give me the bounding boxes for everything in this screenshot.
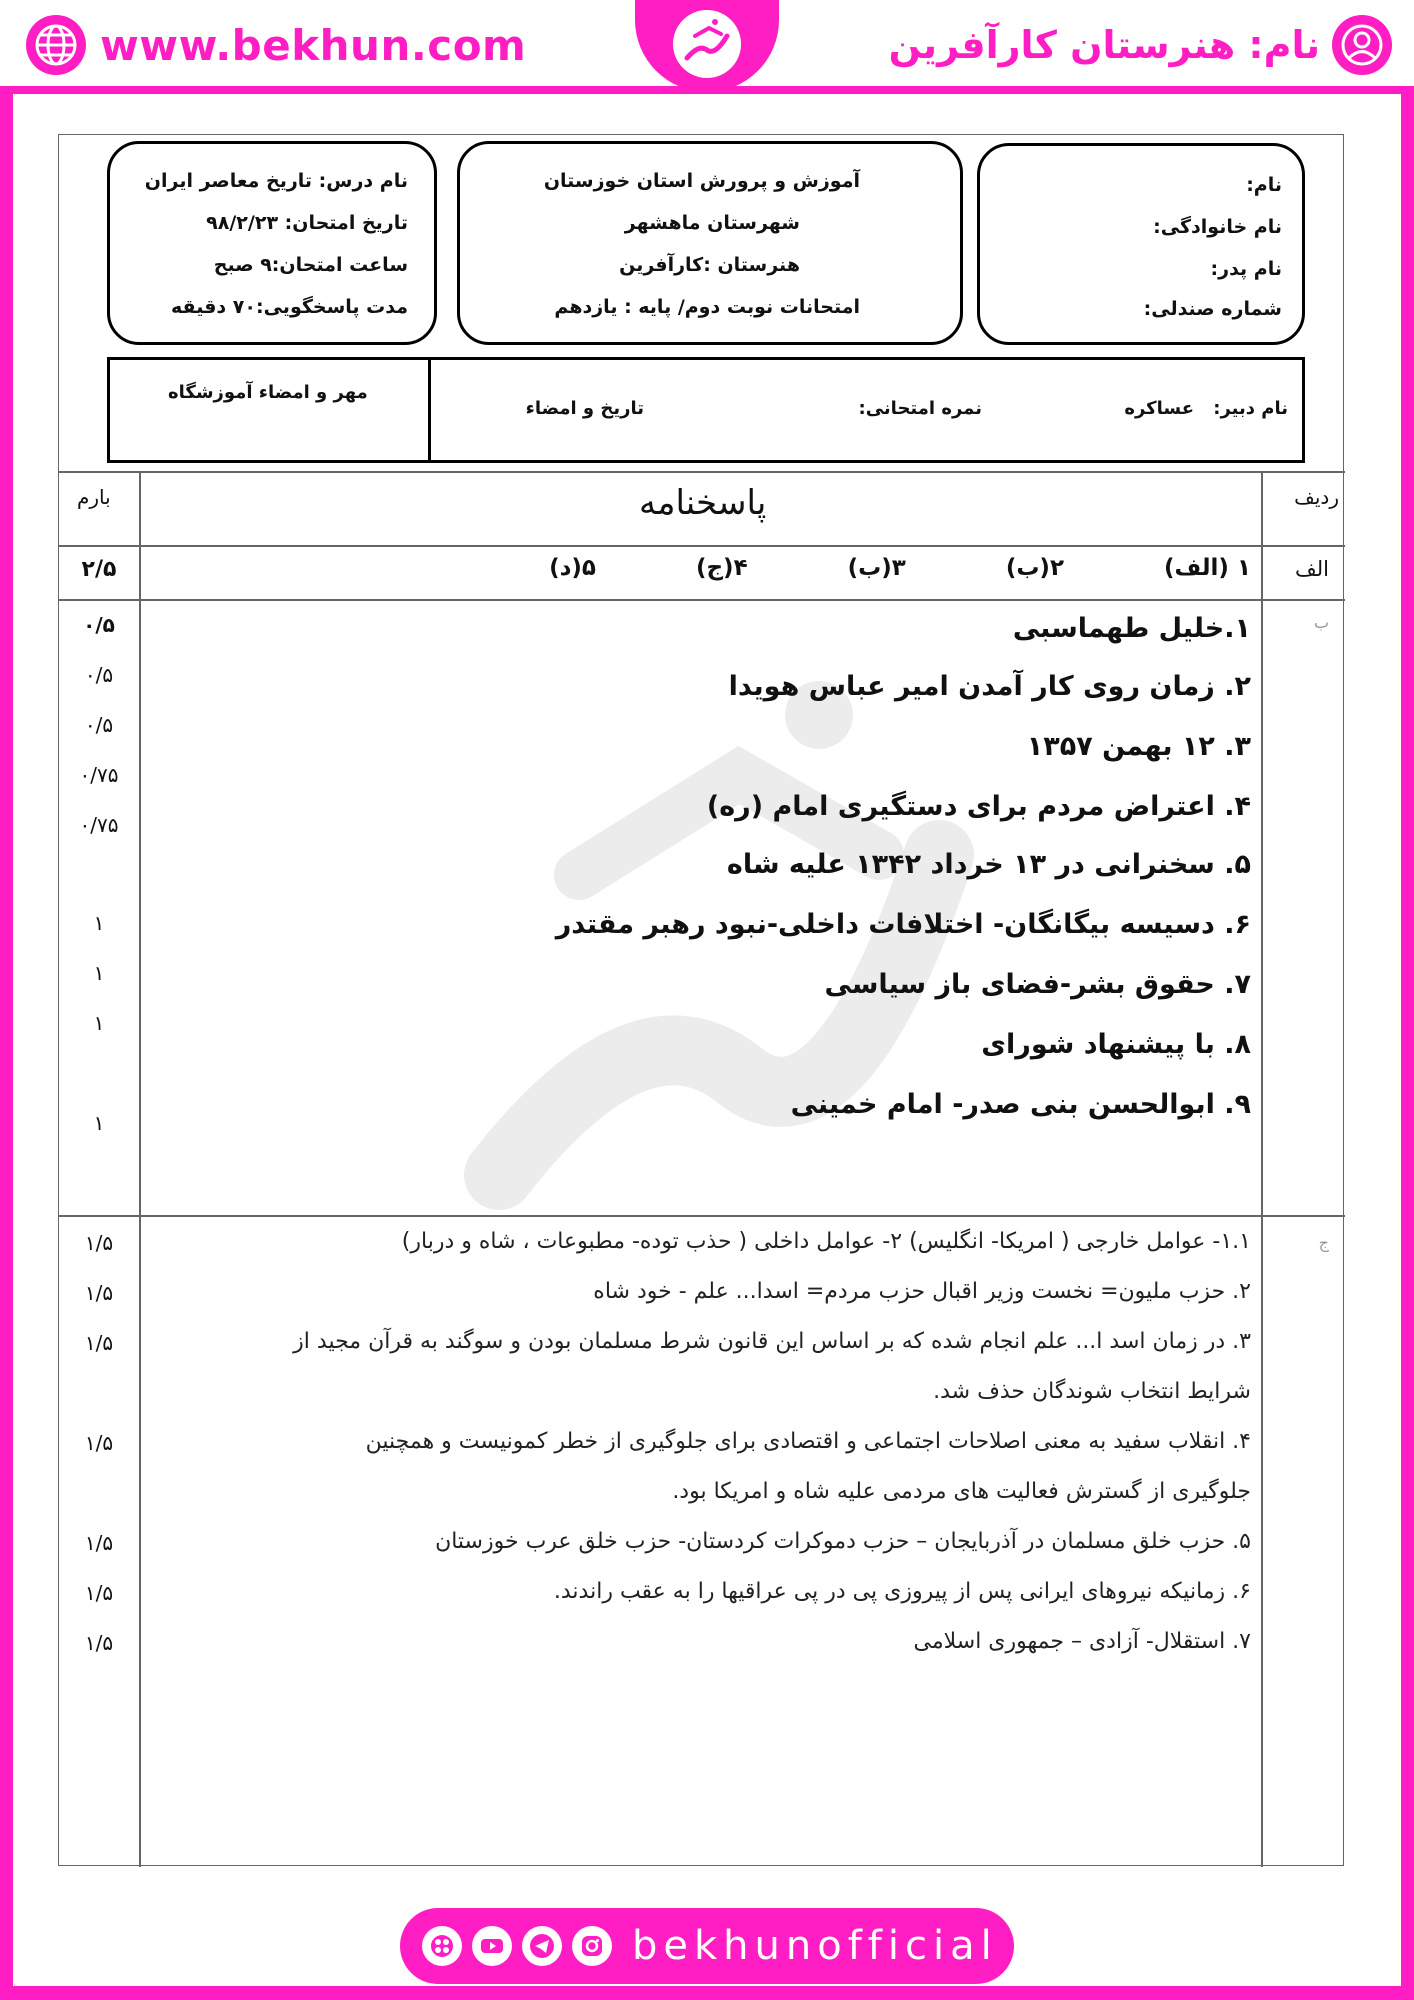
- instagram-icon[interactable]: [572, 1926, 612, 1966]
- section-a-score: ۲/۵: [81, 557, 117, 582]
- social-handle[interactable]: bekhunofficial: [632, 1923, 998, 1969]
- exam-term-line: امتحانات نوبت دوم/ پایه : یازدهم: [554, 296, 860, 318]
- user-icon: [1332, 15, 1392, 75]
- score-b3: ۰/۵: [84, 713, 114, 737]
- section-a-answers: [549, 555, 1251, 581]
- student-name-label: نام:: [1246, 174, 1282, 196]
- answer-b7: ۷. حقوق بشر-فضای باز سیاسی: [824, 969, 1251, 1000]
- score-b9: ۱: [93, 1111, 105, 1135]
- family-name-label: نام خانوادگی:: [1153, 216, 1282, 238]
- answer-sheet-title: پاسخنامه: [639, 483, 767, 523]
- course-info-box: [107, 141, 437, 345]
- score-c5: ۱/۵: [84, 1531, 114, 1555]
- answer-c4-line1: ۴. انقلاب سفید به معنی اصلاحات اجتماعی و اقتصادی برای جلوگیری از خطر کمونیست و همچنین: [365, 1429, 1251, 1454]
- school-info-box: [457, 141, 963, 345]
- name-label: نام: هنرستان کارآفرین: [888, 23, 1320, 67]
- province-line: آموزش و پرورش استان خوزستان: [543, 170, 860, 192]
- answer-c3-line1: ۳. در زمان اسد ا... علم انجام شده که بر اساس این قانون شرط مسلمان بودن و سوگند به قرآن مجید از: [293, 1329, 1251, 1354]
- answer-item: ۵(د): [549, 555, 596, 581]
- teacher-row-divider: [428, 360, 431, 460]
- answer-b3: ۳. ۱۲ بهمن ۱۳۵۷: [1026, 731, 1251, 762]
- grid-line: [139, 471, 141, 1867]
- youtube-icon[interactable]: [472, 1926, 512, 1966]
- student-info-box: [977, 143, 1305, 345]
- score-b6: ۱: [93, 911, 105, 935]
- exam-score-label: نمره امتحانی:: [858, 398, 982, 419]
- section-b-label: ب: [1313, 613, 1329, 632]
- school-line: هنرستان :کارآفرین: [619, 254, 800, 276]
- grid-line: [59, 1215, 1345, 1217]
- answer-c5: ۵. حزب خلق مسلمان در آذربایجان – حزب دموکرات کردستان- حزب خلق عرب خوزستان: [435, 1529, 1251, 1554]
- exam-time: ساعت امتحان:۹ صبح: [213, 254, 408, 276]
- exam-sheet: [58, 134, 1344, 1866]
- globe-icon: [26, 15, 86, 75]
- score-c7: ۱/۵: [84, 1631, 114, 1655]
- city-line: شهرستان ماهشهر: [624, 212, 800, 234]
- site-link[interactable]: [26, 14, 526, 76]
- school-stamp-label: مهر و امضاء آموزشگاه: [168, 382, 368, 403]
- score-c4: ۱/۵: [84, 1431, 114, 1455]
- teacher-name: عساکره: [1124, 398, 1194, 419]
- score-b4: ۰/۷۵: [79, 763, 119, 787]
- score-b7: ۱: [93, 961, 105, 985]
- answer-b4: ۴. اعتراض مردم برای دستگیری امام (ره): [706, 791, 1251, 822]
- frame-right: [1401, 0, 1414, 2000]
- answer-item: ۲(ب): [1005, 555, 1064, 581]
- answer-item: ۱ (الف): [1164, 555, 1251, 581]
- date-sign-label: تاریخ و امضاء: [525, 398, 644, 419]
- grid-line: [59, 599, 1345, 601]
- answer-c7: ۷. استقلال- آزادی – جمهوری اسلامی: [913, 1629, 1251, 1654]
- seat-number-label: شماره صندلی:: [1143, 298, 1282, 320]
- score-c1: ۱/۵: [84, 1231, 114, 1255]
- section-a-label: الف: [1295, 557, 1329, 581]
- section-c-label: ج: [1318, 1233, 1329, 1252]
- header-divider: [0, 86, 1414, 94]
- row-column-header: ردیف: [1294, 485, 1339, 509]
- telegram-icon[interactable]: [522, 1926, 562, 1966]
- score-c2: ۱/۵: [84, 1281, 114, 1305]
- answer-item: ۳(ب): [847, 555, 906, 581]
- grid-line: [59, 471, 1345, 473]
- teacher-label: نام دبیر:: [1213, 398, 1288, 419]
- frame-bottom: [0, 1986, 1414, 2000]
- exam-date: تاریخ امتحان: ۹۸/۲/۲۳: [206, 212, 408, 234]
- exam-duration: مدت پاسخگویی:۷۰ دقیقه: [171, 296, 408, 318]
- grid-line: [59, 545, 1345, 547]
- answer-c4-line2: جلوگیری از گسترش فعالیت های مردمی علیه شاه و امریکا بود.: [672, 1479, 1251, 1504]
- header-bar: [0, 0, 1414, 88]
- score-b5: ۰/۷۵: [79, 813, 119, 837]
- score-b1: ۰/۵: [83, 613, 115, 637]
- frame-left: [0, 0, 13, 2000]
- father-name-label: نام پدر:: [1210, 258, 1282, 280]
- logo-icon: [635, 0, 779, 92]
- answer-b2: ۲. زمان روی کار آمدن امیر عباس هویدا: [728, 671, 1251, 702]
- school-name-header: [889, 14, 1392, 76]
- score-b8: ۱: [93, 1011, 105, 1035]
- social-footer[interactable]: [400, 1908, 1014, 1984]
- teacher-row: [107, 357, 1305, 463]
- answer-c2: ۲. حزب ملیون= نخست وزیر اقبال حزب مردم= اسدا... علم - خود شاه: [593, 1279, 1251, 1304]
- site-url[interactable]: www.bekhun.com: [100, 20, 527, 70]
- answer-b5: ۵. سخنرانی در ۱۳ خرداد ۱۳۴۲ علیه شاه: [726, 849, 1251, 880]
- answer-b6: ۶. دسیسه بیگانگان- اختلافات داخلی-نبود رهبر مقتدر: [555, 909, 1251, 940]
- score-b2: ۰/۵: [84, 663, 114, 687]
- answer-b9: ۹. ابوالحسن بنی صدر- امام خمینی: [790, 1089, 1251, 1120]
- answer-c6: ۶. زمانیکه نیروهای ایرانی پس از پیروزی پی در پی عراقیها را به عقب راندند.: [553, 1579, 1251, 1604]
- grid-line: [1261, 471, 1263, 1867]
- score-c3: ۱/۵: [84, 1331, 114, 1355]
- aparat-icon[interactable]: [422, 1926, 462, 1966]
- answer-b8: ۸. با پیشنهاد شورای: [981, 1029, 1251, 1060]
- score-c6: ۱/۵: [84, 1581, 114, 1605]
- answer-c1: ۱.۱- عوامل خارجی ( امریکا- انگلیس) ۲- عوامل داخلی ( حذب توده- مطبوعات ، شاه و دربار): [401, 1229, 1251, 1254]
- answer-b1: ۱.خلیل طهماسبی: [1012, 613, 1251, 644]
- course-name: نام درس: تاریخ معاصر ایران: [144, 170, 408, 192]
- answer-item: ۴(ج): [695, 555, 748, 581]
- answer-c3-line2: شرایط انتخاب شوندگان حذف شد.: [933, 1379, 1251, 1404]
- score-column-header: بارم: [77, 485, 111, 509]
